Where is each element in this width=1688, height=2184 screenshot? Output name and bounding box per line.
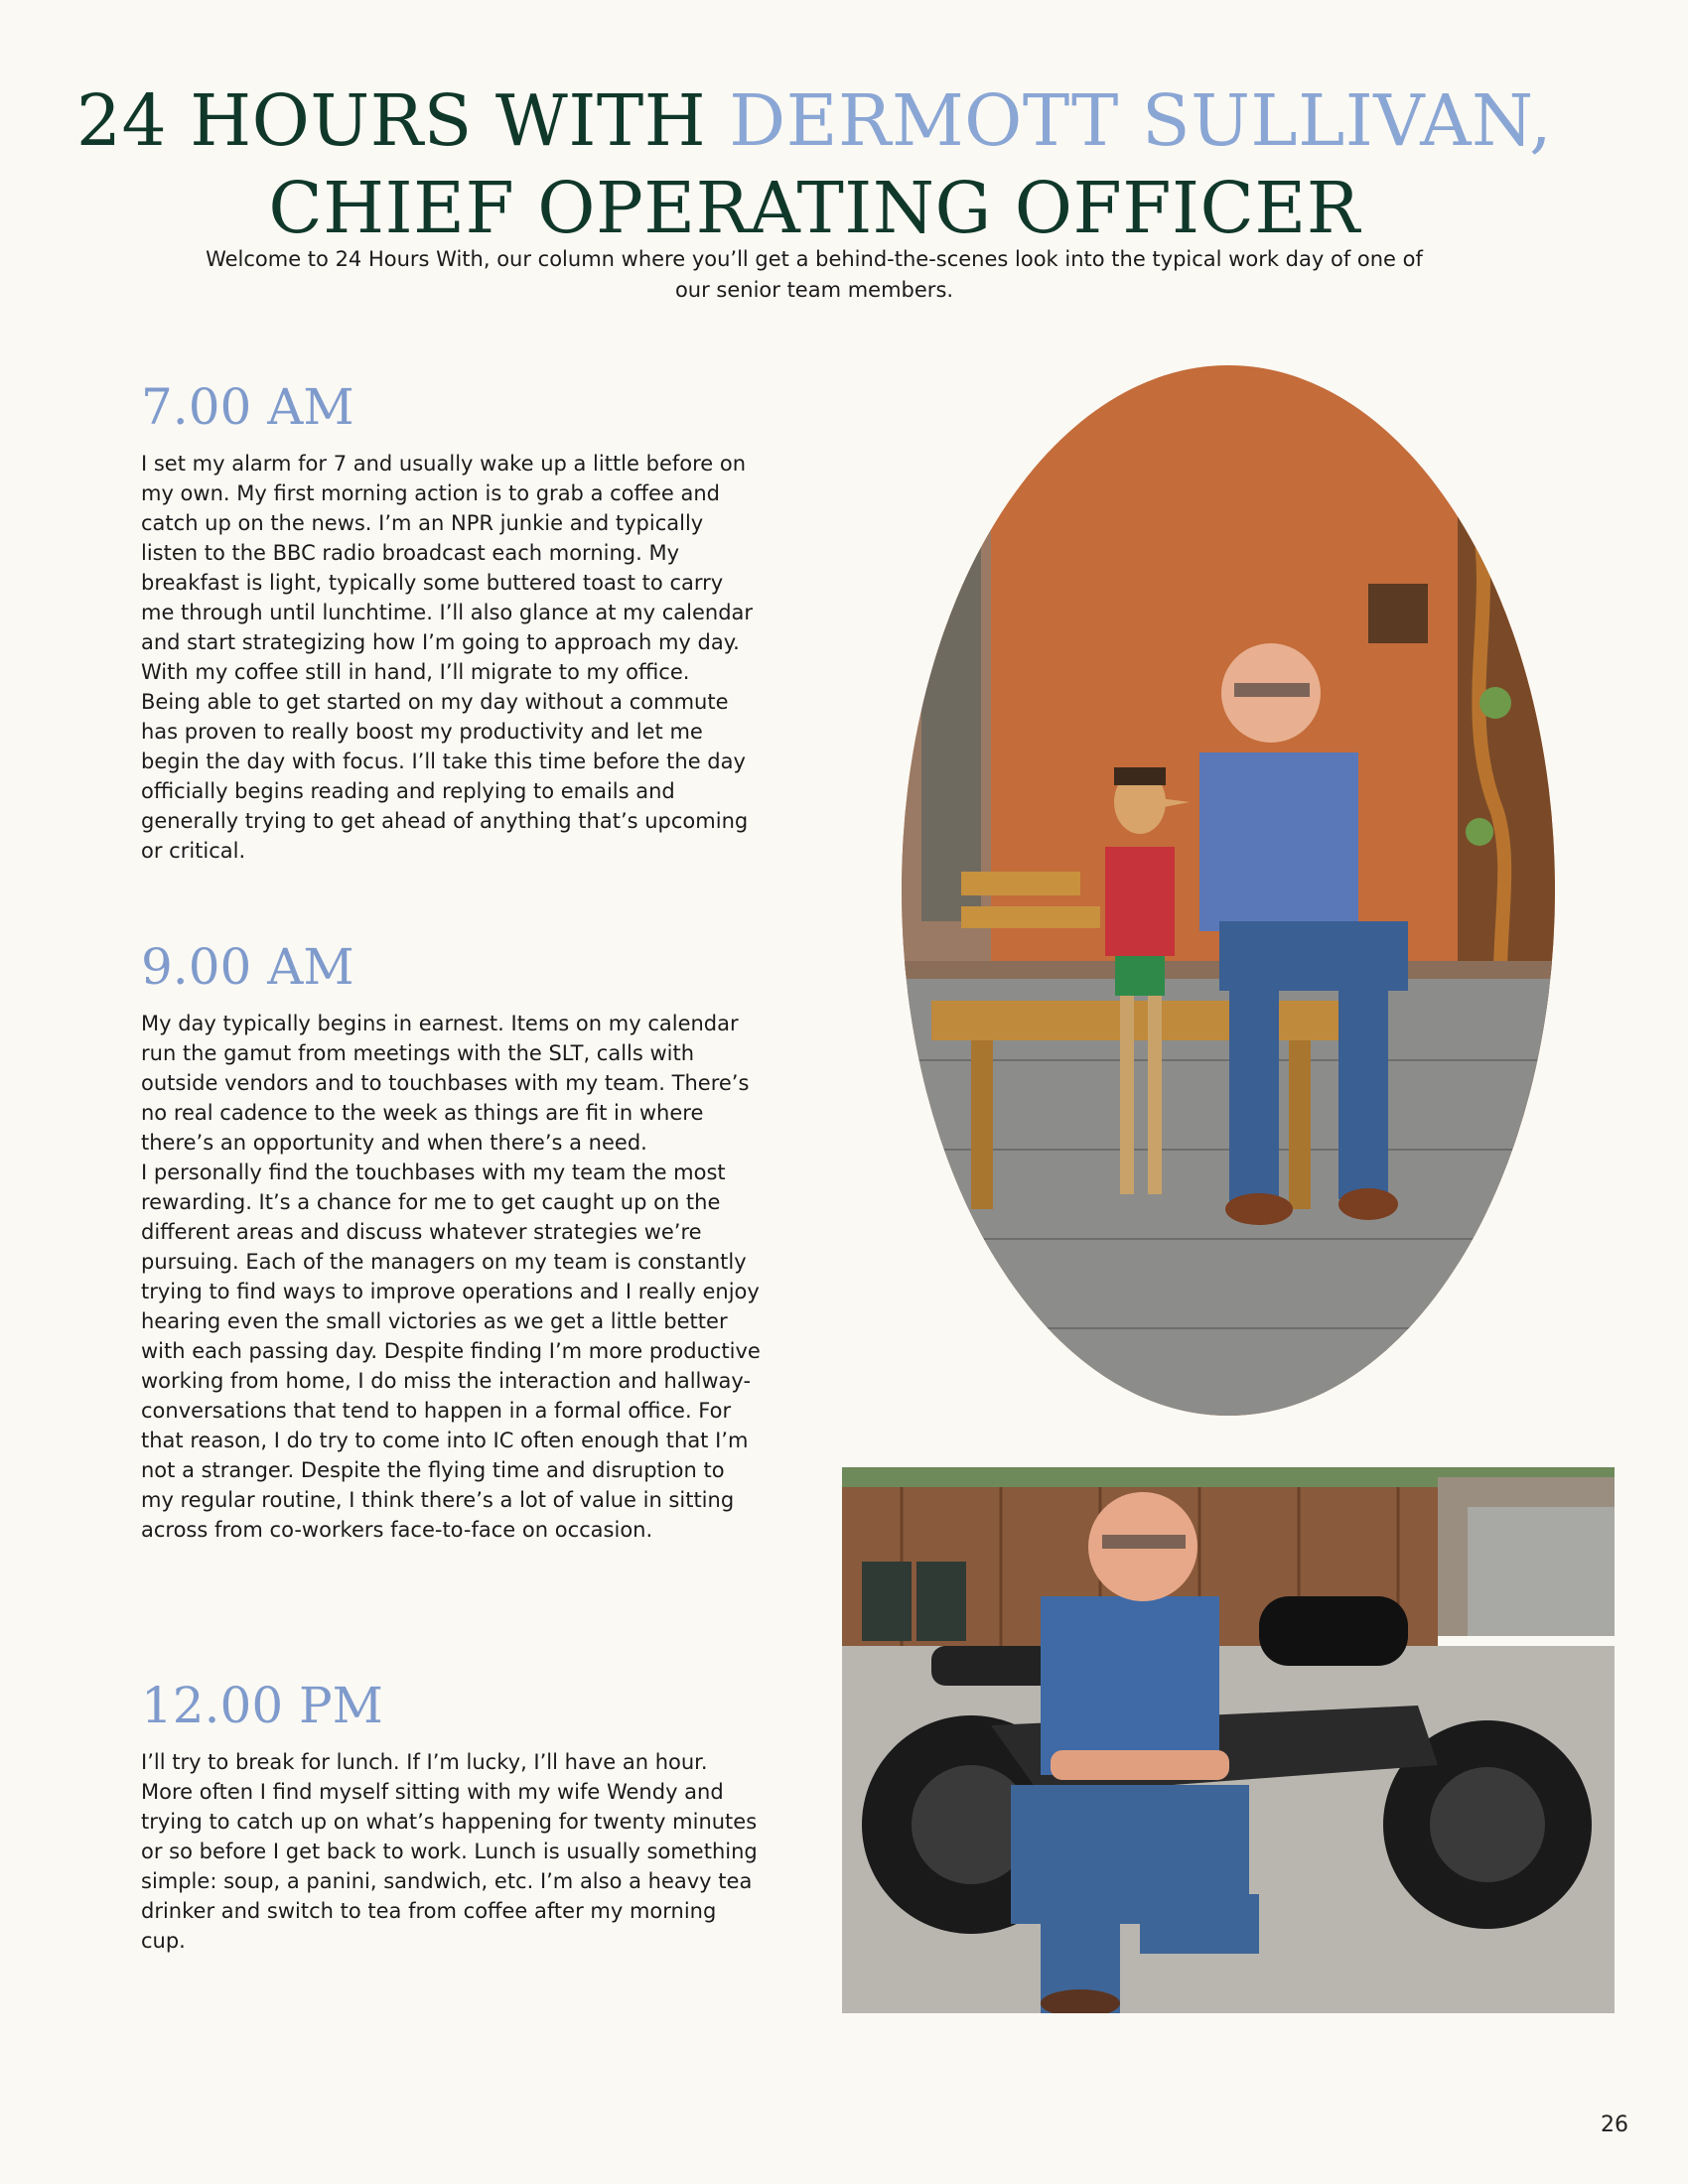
section-time: 12.00 PM xyxy=(141,1677,383,1734)
bench-puppet-illustration xyxy=(902,365,1555,1416)
section-paragraph: My day typically begins in earnest. Items on my calendar run the gamut from meetings with the SLT, calls with outside vendors and to touchbases with my team. There’s no real cadence to the week as things are fit in where there’s an opportunity and when there’s a need. xyxy=(141,1012,750,1155)
section-time: 7.00 AM xyxy=(141,378,354,436)
intro-text: Welcome to 24 Hours With, our column where you’ll get a behind-the-scenes look into the typical work day of one of our senior team members. xyxy=(206,247,1423,302)
page-title xyxy=(0,77,1628,252)
oval-photo-bench-puppet xyxy=(902,365,1555,1416)
section-9am xyxy=(141,937,762,1545)
title-line2: CHIEF OPERATING OFFICER xyxy=(268,167,1360,249)
photo-motorcycle xyxy=(842,1467,1615,2013)
section-paragraph: Being able to get started on my day without a commute has proven to really boost my productivity and let me begin the day with focus. I’ll take this time before the day officially begins reading and replying to emails and generally trying to get ahead of anything that’s upcoming or critical. xyxy=(141,690,749,863)
section-12pm xyxy=(141,1676,762,1956)
section-7am xyxy=(141,377,762,866)
motorcycle-illustration xyxy=(842,1467,1615,2013)
section-paragraph: I’ll try to break for lunch. If I’m lucky, I’ll have an hour. More often I find myself sitting with my wife Wendy and trying to catch up on what’s happening for twenty minutes or so before I get back to work. Lunch is usually something simple: soup, a panini, sandwich, etc. I’m also a heavy tea drinker and switch to tea from coffee after my morning cup. xyxy=(141,1750,758,1953)
page-number: 26 xyxy=(1601,2113,1628,2137)
title-part1: 24 HOURS WITH xyxy=(75,79,730,162)
section-paragraph: I personally find the touchbases with my team the most rewarding. It’s a chance for me to get caught up on the different areas and discuss whatever strategies we’re pursuing. Each of the managers on my team is constantly trying to find ways to improve operations and I really enjoy hearing even the small victories as we get a little better with each passing day. Despite finding I’m more productive working from home, I do miss the interaction and hallway-conversations that tend to happen in a formal office. For that reason, I do try to come into IC often enough that I’m not a stranger. Despite the flying time and disruption to my regular routine, I think there’s a lot of value in sitting across from co-workers face-to-face on occasion. xyxy=(141,1160,761,1542)
section-paragraph: I set my alarm for 7 and usually wake up a little before on my own. My first morning action is to grab a coffee and catch up on the news. I’m an NPR junkie and typically listen to the BBC radio broadcast each morning. My breakfast is light, typically some buttered toast to carry me through until lunchtime. I’ll also glance at my calendar and start strategizing how I’m going to approach my day. With my coffee still in hand, I’ll migrate to my office. xyxy=(141,452,754,684)
section-time: 9.00 AM xyxy=(141,938,354,996)
title-accent-name: DERMOTT SULLIVAN, xyxy=(729,79,1553,162)
